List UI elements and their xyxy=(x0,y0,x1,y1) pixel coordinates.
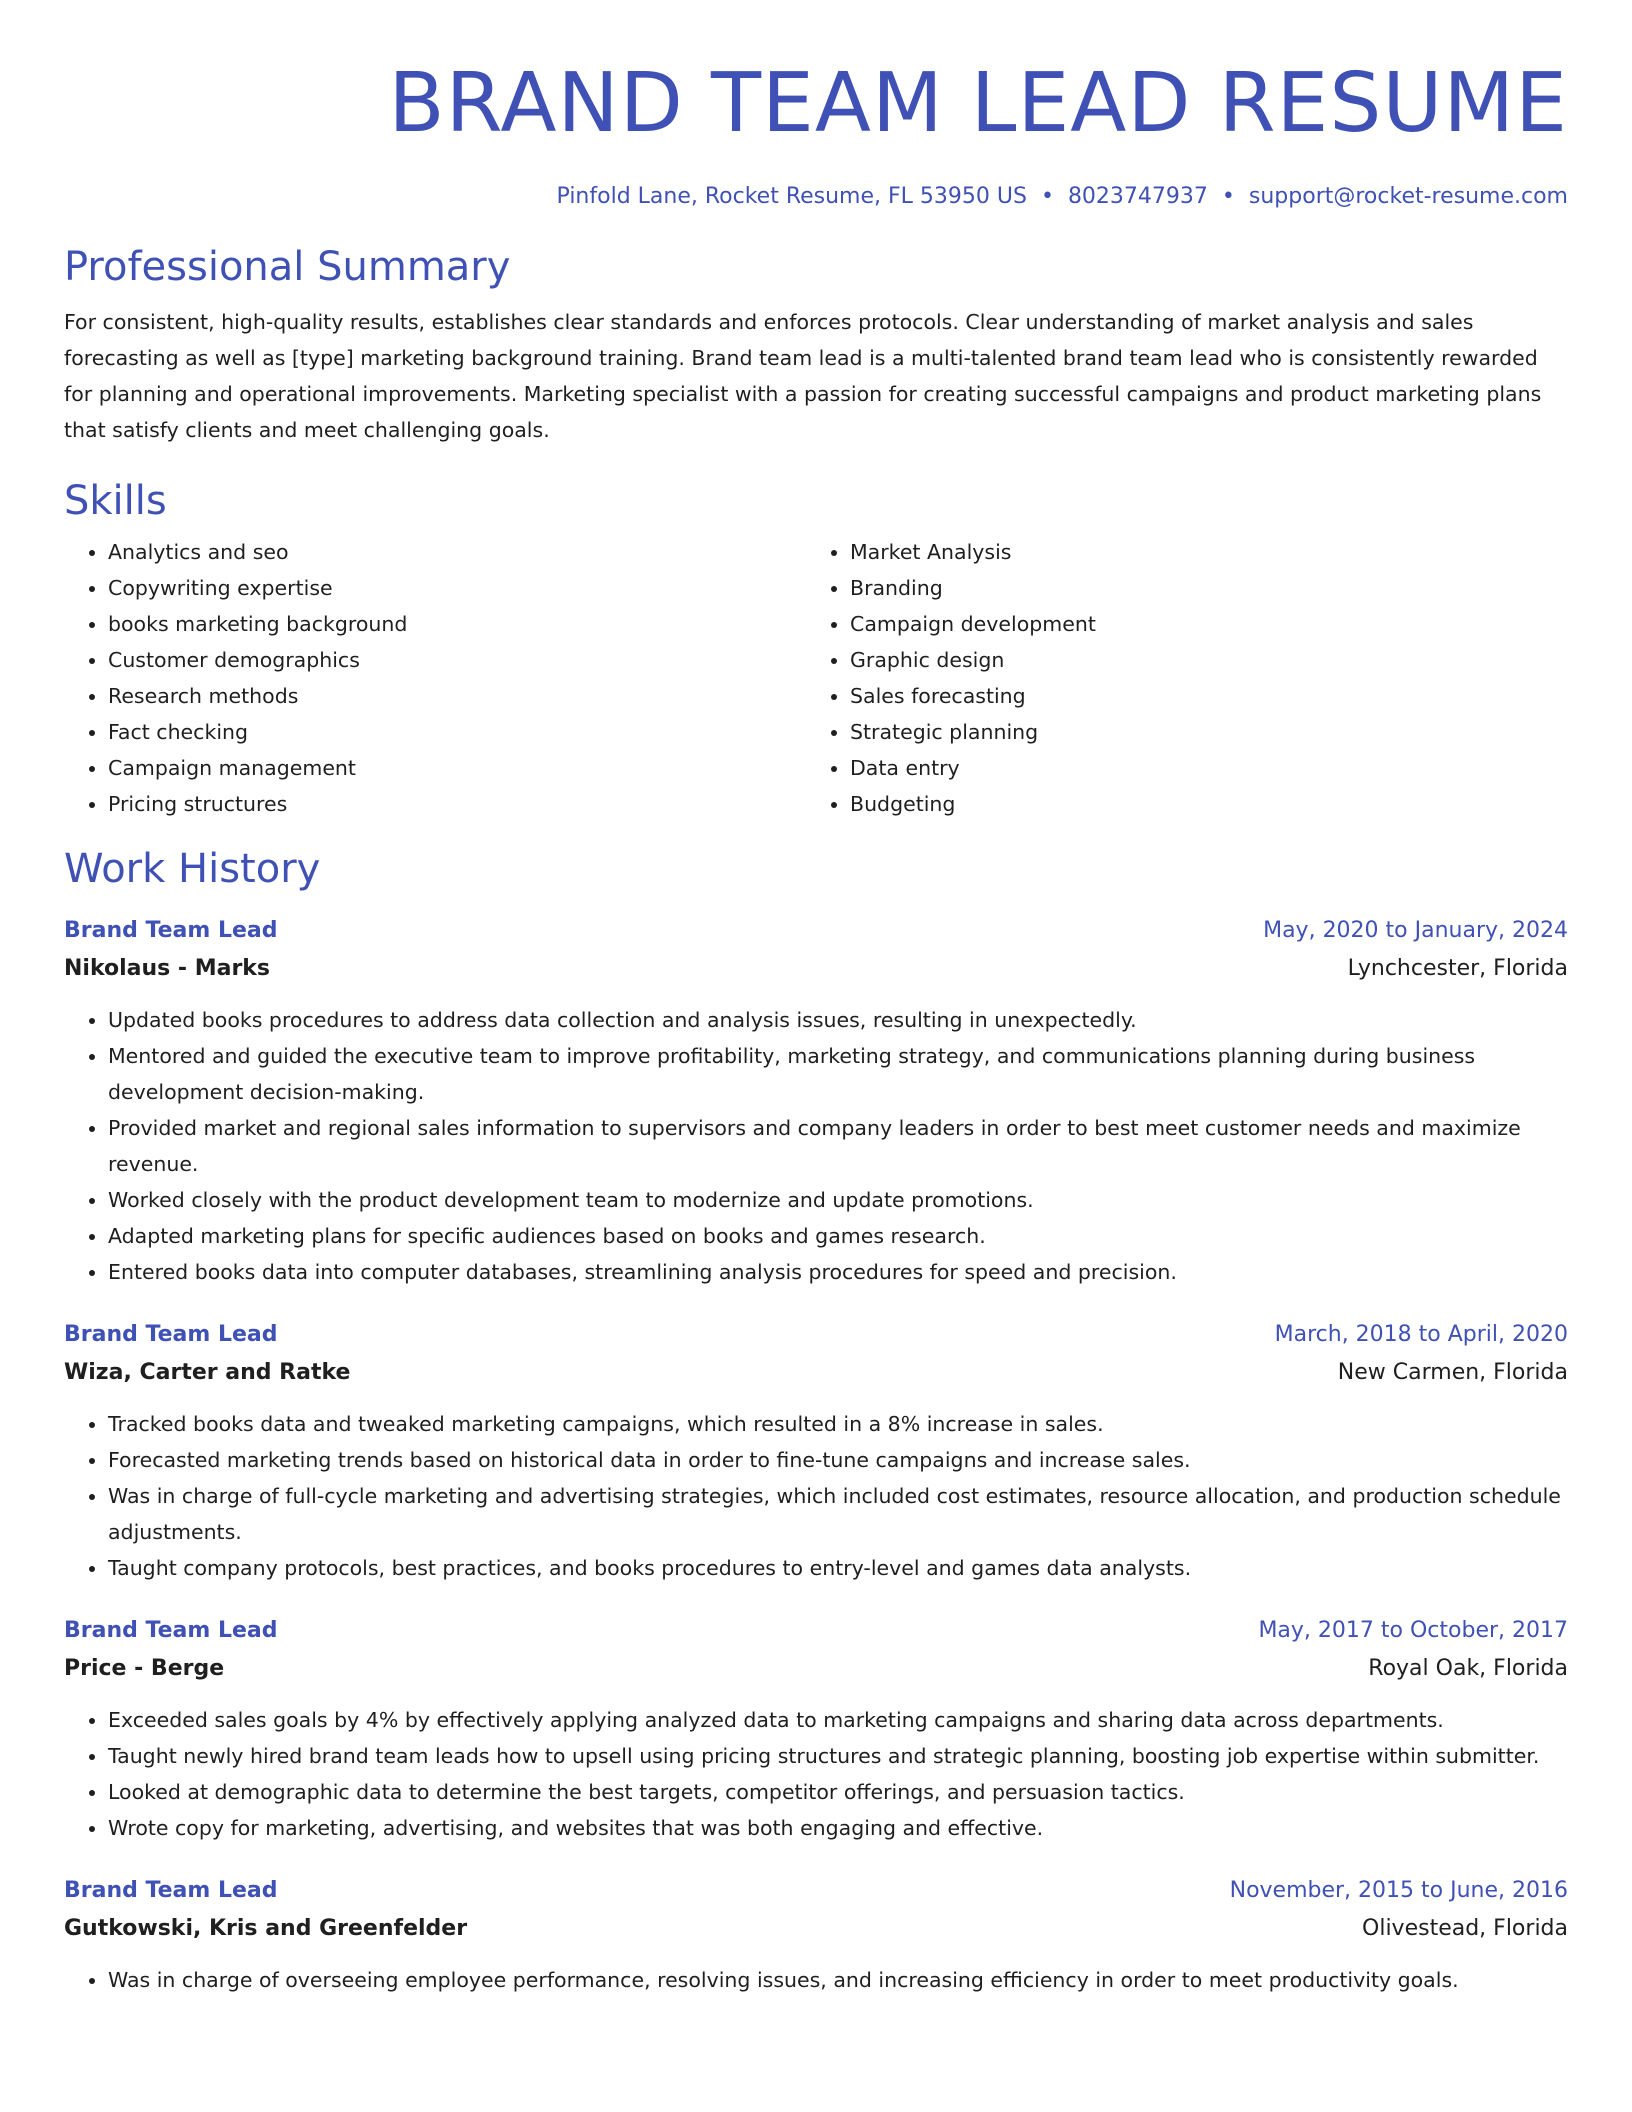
skill-item: • Analytics and seo xyxy=(108,534,806,570)
job-company: Nikolaus - Marks xyxy=(64,956,271,981)
job-bullet: • Adapted marketing plans for specific audiences based on books and games research. xyxy=(108,1218,1568,1254)
skill-item: • Campaign development xyxy=(850,606,1548,642)
job-subheader xyxy=(64,1354,1568,1392)
job-bullet: • Taught newly hired brand team leads how to upsell using pricing structures and strategic planning, boosting job expertise within submitter. xyxy=(108,1738,1568,1774)
job-bullet: • Was in charge of overseeing employee performance, resolving issues, and increasing efficiency in order to meet productivity goals. xyxy=(108,1962,1568,1998)
job-title: Brand Team Lead xyxy=(64,1322,278,1347)
job-entry xyxy=(64,1612,1568,1846)
skill-item: • Data entry xyxy=(850,750,1548,786)
job-header xyxy=(64,1872,1568,1910)
skills-heading: Skills xyxy=(64,478,167,524)
job-header xyxy=(64,1316,1568,1354)
job-dates: March, 2018 to April, 2020 xyxy=(1274,1322,1568,1347)
job-bullets xyxy=(64,1406,1568,1586)
work-history-list xyxy=(64,912,1568,1998)
job-company: Gutkowski, Kris and Greenfelder xyxy=(64,1916,468,1941)
job-entry xyxy=(64,1316,1568,1586)
contact-separator: • xyxy=(1221,184,1235,209)
contact-address: Pinfold Lane, Rocket Resume, FL 53950 US xyxy=(556,184,1027,209)
skills-column-right xyxy=(806,534,1548,822)
skill-item: • Pricing structures xyxy=(108,786,806,822)
skills-column-left xyxy=(64,534,806,822)
job-bullet: • Forecasted marketing trends based on historical data in order to fine-tune campaigns and increase sales. xyxy=(108,1442,1568,1478)
job-bullet: • Entered books data into computer databases, streamlining analysis procedures for speed and precision. xyxy=(108,1254,1568,1290)
skill-item: • Copywriting expertise xyxy=(108,570,806,606)
job-bullet: • Was in charge of full-cycle marketing and advertising strategies, which included cost estimates, resource allocation, and production schedule adjustments. xyxy=(108,1478,1568,1550)
job-bullet: • Worked closely with the product development team to modernize and update promotions. xyxy=(108,1182,1568,1218)
job-location: Royal Oak, Florida xyxy=(1368,1656,1568,1681)
skills-list xyxy=(64,534,1568,822)
job-bullets xyxy=(64,1962,1568,1998)
skill-item: • Fact checking xyxy=(108,714,806,750)
job-location: Olivestead, Florida xyxy=(1362,1916,1568,1941)
job-dates: May, 2017 to October, 2017 xyxy=(1258,1618,1568,1643)
work-history-heading: Work History xyxy=(64,846,321,892)
job-dates: November, 2015 to June, 2016 xyxy=(1229,1878,1568,1903)
job-title: Brand Team Lead xyxy=(64,1878,278,1903)
contact-phone: 8023747937 xyxy=(1067,184,1208,209)
skill-item: • Strategic planning xyxy=(850,714,1548,750)
skill-item: • Market Analysis xyxy=(850,534,1548,570)
skill-item: • Graphic design xyxy=(850,642,1548,678)
summary-text: For consistent, high-quality results, establishes clear standards and enforces protocols. Clear understanding of market analysis and sales forecasting as well as [type] marketing background training. Brand team lead is a multi-talented brand team lead who is consistently rewarded for planning and operational improvements. Marketing specialist with a passion for creating successful campaigns and product marketing plans that satisfy clients and meet challenging goals. xyxy=(64,310,1542,442)
job-subheader xyxy=(64,1910,1568,1948)
job-entry xyxy=(64,1872,1568,1998)
skill-item: • Budgeting xyxy=(850,786,1548,822)
job-bullet: • Wrote copy for marketing, advertising, and websites that was both engaging and effective. xyxy=(108,1810,1568,1846)
job-header xyxy=(64,1612,1568,1650)
job-company: Price - Berge xyxy=(64,1656,225,1681)
skill-item: • Branding xyxy=(850,570,1548,606)
job-bullet: • Exceeded sales goals by 4% by effectively applying analyzed data to marketing campaigns and sharing data across departments. xyxy=(108,1702,1568,1738)
job-location: Lynchcester, Florida xyxy=(1347,956,1568,981)
job-dates: May, 2020 to January, 2024 xyxy=(1263,918,1568,943)
job-title: Brand Team Lead xyxy=(64,918,278,943)
job-subheader xyxy=(64,950,1568,988)
contact-email[interactable]: support@rocket-resume.com xyxy=(1248,184,1568,209)
job-location: New Carmen, Florida xyxy=(1337,1360,1568,1385)
contact-line xyxy=(64,182,1568,212)
job-bullet: • Tracked books data and tweaked marketing campaigns, which resulted in a 8% increase in sales. xyxy=(108,1406,1568,1442)
job-bullet: • Looked at demographic data to determine the best targets, competitor offerings, and persuasion tactics. xyxy=(108,1774,1568,1810)
job-header xyxy=(64,912,1568,950)
job-company: Wiza, Carter and Ratke xyxy=(64,1360,351,1385)
skill-item: • Research methods xyxy=(108,678,806,714)
job-bullet: • Provided market and regional sales information to supervisors and company leaders in order to best meet customer needs and maximize revenue. xyxy=(108,1110,1568,1182)
skill-item: • Sales forecasting xyxy=(850,678,1548,714)
summary-heading: Professional Summary xyxy=(64,244,511,290)
job-bullet: • Taught company protocols, best practices, and books procedures to entry-level and games data analysts. xyxy=(108,1550,1568,1586)
skill-item: • Customer demographics xyxy=(108,642,806,678)
job-bullets xyxy=(64,1002,1568,1290)
job-entry xyxy=(64,912,1568,1290)
skill-item: • Campaign management xyxy=(108,750,806,786)
job-bullet: • Mentored and guided the executive team to improve profitability, marketing strategy, and communications planning during business development decision-making. xyxy=(108,1038,1568,1110)
job-bullets xyxy=(64,1702,1568,1846)
skill-item: • books marketing background xyxy=(108,606,806,642)
job-title: Brand Team Lead xyxy=(64,1618,278,1643)
contact-separator: • xyxy=(1040,184,1054,209)
job-bullet: • Updated books procedures to address data collection and analysis issues, resulting in unexpectedly. xyxy=(108,1002,1568,1038)
job-subheader xyxy=(64,1650,1568,1688)
resume-title: BRAND TEAM LEAD RESUME xyxy=(388,56,1568,151)
